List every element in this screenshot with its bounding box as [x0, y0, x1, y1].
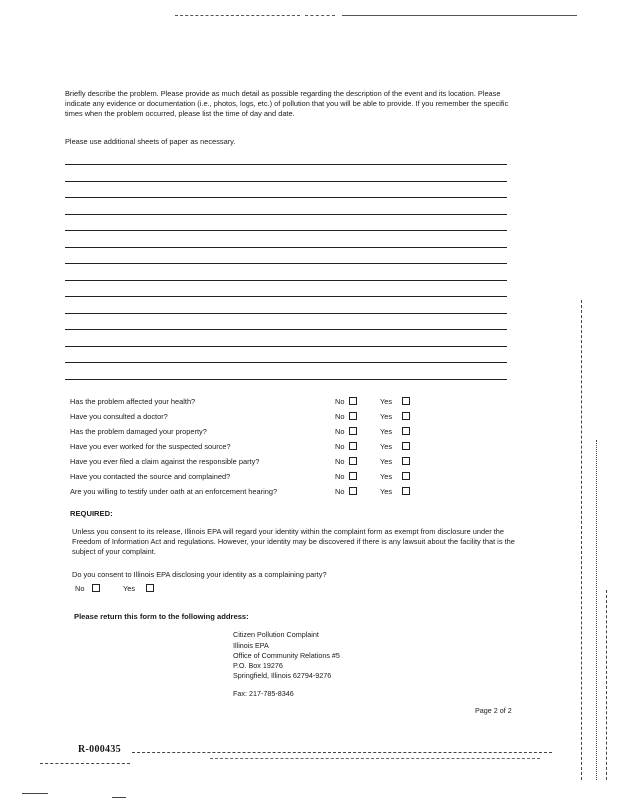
consent-question: Do you consent to Illinois EPA disclosing your identity as a complaining party? [72, 570, 327, 579]
writing-line[interactable] [65, 280, 507, 281]
yes-label: Yes [380, 457, 393, 466]
no-checkbox[interactable] [349, 472, 357, 480]
writing-line[interactable] [65, 263, 507, 264]
no-label: No [335, 412, 345, 421]
writing-line[interactable] [65, 197, 507, 198]
no-checkbox[interactable] [349, 487, 357, 495]
question-text: Have you ever filed a claim against the responsible party? [70, 457, 260, 466]
description-instructions: Briefly describe the problem. Please provide as much detail as possible regarding the description of the event and its location. Please indicate any evidence or documentation (i.e., photos, logs, etc.) of pollution that you will be able to provide. If you remember the specific times when the problem occurred, please list the time of day and date. [65, 89, 509, 118]
writing-line[interactable] [65, 362, 507, 363]
writing-line[interactable] [65, 379, 507, 380]
question-text: Has the problem damaged your property? [70, 427, 207, 436]
required-heading: REQUIRED: [70, 509, 113, 518]
yes-checkbox[interactable] [402, 397, 410, 405]
no-checkbox[interactable] [349, 442, 357, 450]
yes-checkbox[interactable] [402, 472, 410, 480]
question-text: Are you willing to testify under oath at an enforcement hearing? [70, 487, 278, 496]
writing-line[interactable] [65, 313, 507, 314]
yes-checkbox[interactable] [402, 427, 410, 435]
additional-sheets-note: Please use additional sheets of paper as necessary. [65, 137, 236, 146]
consent-no-label: No [75, 584, 85, 593]
writing-line[interactable] [65, 247, 507, 248]
consent-yes-label: Yes [123, 584, 136, 593]
question-text: Have you consulted a doctor? [70, 412, 168, 421]
writing-line[interactable] [65, 329, 507, 330]
document-id: R-000435 [78, 744, 121, 755]
no-checkbox[interactable] [349, 427, 357, 435]
address-line: P.O. Box 19276 [233, 661, 283, 670]
question-text: Have you contacted the source and complained? [70, 472, 231, 481]
yes-label: Yes [380, 487, 393, 496]
yes-label: Yes [380, 412, 393, 421]
no-label: No [335, 487, 345, 496]
writing-line[interactable] [65, 296, 507, 297]
writing-line[interactable] [65, 230, 507, 231]
writing-line[interactable] [65, 181, 507, 182]
bottom-edge-line [112, 797, 126, 798]
bottom-edge-line [22, 793, 48, 794]
no-checkbox[interactable] [349, 412, 357, 420]
scan-edge-artifact [581, 300, 582, 780]
yes-checkbox[interactable] [402, 442, 410, 450]
return-heading: Please return this form to the following address: [74, 612, 249, 621]
no-label: No [335, 397, 345, 406]
no-label: No [335, 457, 345, 466]
writing-line[interactable] [65, 346, 507, 347]
writing-line[interactable] [65, 214, 507, 215]
yes-label: Yes [380, 442, 393, 451]
fax-number: Fax: 217-785-8346 [233, 689, 294, 698]
scan-edge-artifact [596, 440, 597, 780]
required-notice: Unless you consent to its release, Illinois EPA will regard your identity within the complaint form as exempt from disclosure under the Freedom of Information Act and regulations. However, your identity may be discovered if there is any lawsuit about the facility that is the subject of your complaint. [72, 527, 515, 556]
yes-checkbox[interactable] [402, 457, 410, 465]
no-label: No [335, 442, 345, 451]
address-line: Springfield, Illinois 62794-9276 [233, 671, 332, 680]
no-checkbox[interactable] [349, 457, 357, 465]
top-dashed-line [175, 15, 300, 16]
top-dashed-line [305, 15, 335, 16]
address-line: Office of Community Relations #5 [233, 651, 340, 660]
question-text: Have you ever worked for the suspected source? [70, 442, 231, 451]
footer-dashed-line [132, 752, 552, 753]
yes-checkbox[interactable] [402, 412, 410, 420]
consent-yes-checkbox[interactable] [146, 584, 154, 592]
address-line: Citizen Pollution Complaint [233, 630, 319, 639]
no-checkbox[interactable] [349, 397, 357, 405]
top-dashed-line [342, 15, 577, 16]
scan-edge-artifact [606, 590, 607, 780]
page-number: Page 2 of 2 [475, 706, 512, 715]
consent-no-checkbox[interactable] [92, 584, 100, 592]
footer-dashed-line [40, 763, 130, 764]
no-label: No [335, 472, 345, 481]
no-label: No [335, 427, 345, 436]
address-line: Illinois EPA [233, 641, 269, 650]
yes-label: Yes [380, 427, 393, 436]
writing-line[interactable] [65, 164, 507, 165]
yes-label: Yes [380, 397, 393, 406]
yes-label: Yes [380, 472, 393, 481]
yes-checkbox[interactable] [402, 487, 410, 495]
question-text: Has the problem affected your health? [70, 397, 196, 406]
footer-dashed-line [210, 758, 540, 759]
